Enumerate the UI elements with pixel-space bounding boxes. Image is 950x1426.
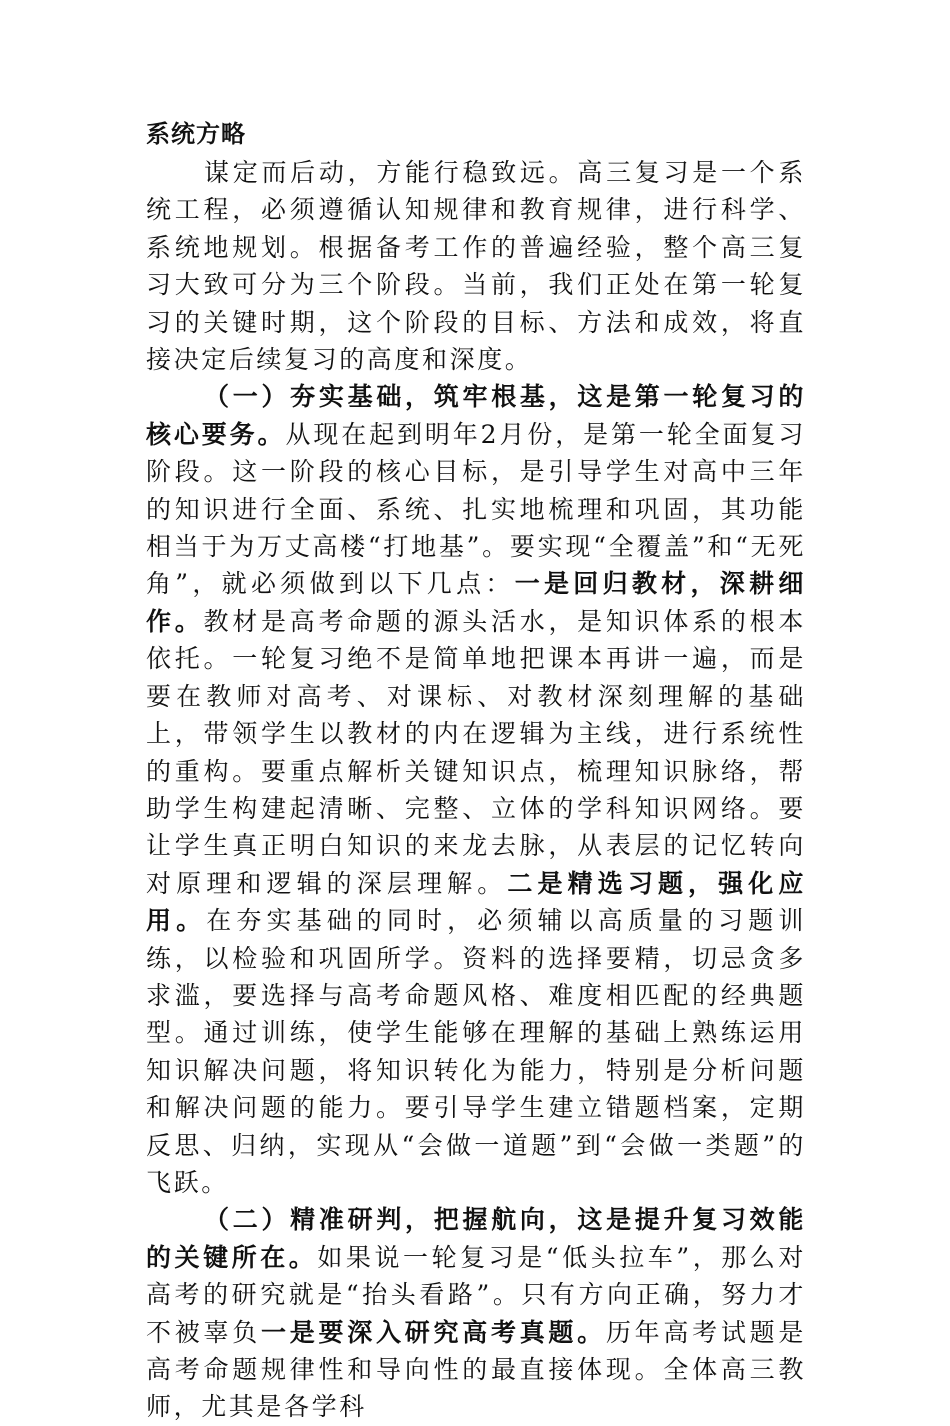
section-two-title: （二）精准研判，把握航向，这是提升复习效能的关键所在。 bbox=[146, 1205, 806, 1272]
point-two-title: 二是精选习题，强化应用。 bbox=[146, 868, 806, 936]
section-one-title: （一）夯实基础，筑牢根基，这是第一轮复习的核心要务。 bbox=[146, 382, 806, 449]
text-run: 从现在起到明年2月份，是第一轮全面复习阶段。这一阶段的核心目标，是引导学生对高中三年的知识进行全面、系统、扎实地梳理和巩固，其功能相当于为万丈高楼“打地基”。要实现“全覆盖”和“无死角”，就必须做到以下几点： bbox=[146, 419, 806, 599]
paragraph-section-two bbox=[146, 1201, 806, 1425]
text-run: 在夯实基础的同时，必须辅以高质量的习题训练，以检验和巩固所学。资料的选择要精，切忌贪多求滥，要选择与高考命题风格、难度相匹配的经典题型。通过训练，使学生能够在理解的基础上熟练运用知识解决问题，将知识转化为能力，特别是分析问题和解决问题的能力。要引导学生建立错题档案，定期反思、归纳，实现从“会做一道题”到“会做一类题”的飞跃。 bbox=[146, 906, 806, 1197]
text-run: 历年高考试题是高考命题规律性和导向性的最直接体现。全体高三教师，尤其是各学科 bbox=[146, 1317, 807, 1422]
text-run: 如果说一轮复习是“低头拉车”，那么对高考的研究就是“抬头看路”。只有方向正确，努力才不被辜负 bbox=[146, 1242, 806, 1347]
text-run: 教材是高考命题的源头活水，是知识体系的根本依托。一轮复习绝不是简单地把课本再讲一遍，而是要在教师对高考、对课标、对教材深刻理解的基础上，带领学生以教材的内在逻辑为主线，进行系统性的重构。要重点解析关键知识点，梳理知识脉络，帮助学生构建起清晰、完整、立体的学科知识网络。要让学生真正明白知识的来龙去脉，从表层的记忆转向对原理和逻辑的深层理解。 bbox=[146, 606, 806, 898]
paragraph-intro bbox=[146, 154, 806, 378]
text-run: 谋定而后动，方能行稳致远。高三复习是一个系统工程，必须遵循认知规律和教育规律，进行科学、系统地规划。根据备考工作的普遍经验，整个高三复习大致可分为三个阶段。当前，我们正处在第一轮复习的关键时期，这个阶段的目标、方法和成效，将直接决定后续复习的高度和深度。 bbox=[146, 158, 806, 375]
paragraph-section-one bbox=[146, 378, 806, 1201]
section-heading: 系统方略 bbox=[146, 120, 246, 148]
document-body bbox=[146, 114, 806, 1426]
point-title: 一是要深入研究高考真题。 bbox=[260, 1317, 606, 1347]
point-one-title: 一是回归教材，深耕细作。 bbox=[146, 569, 806, 636]
